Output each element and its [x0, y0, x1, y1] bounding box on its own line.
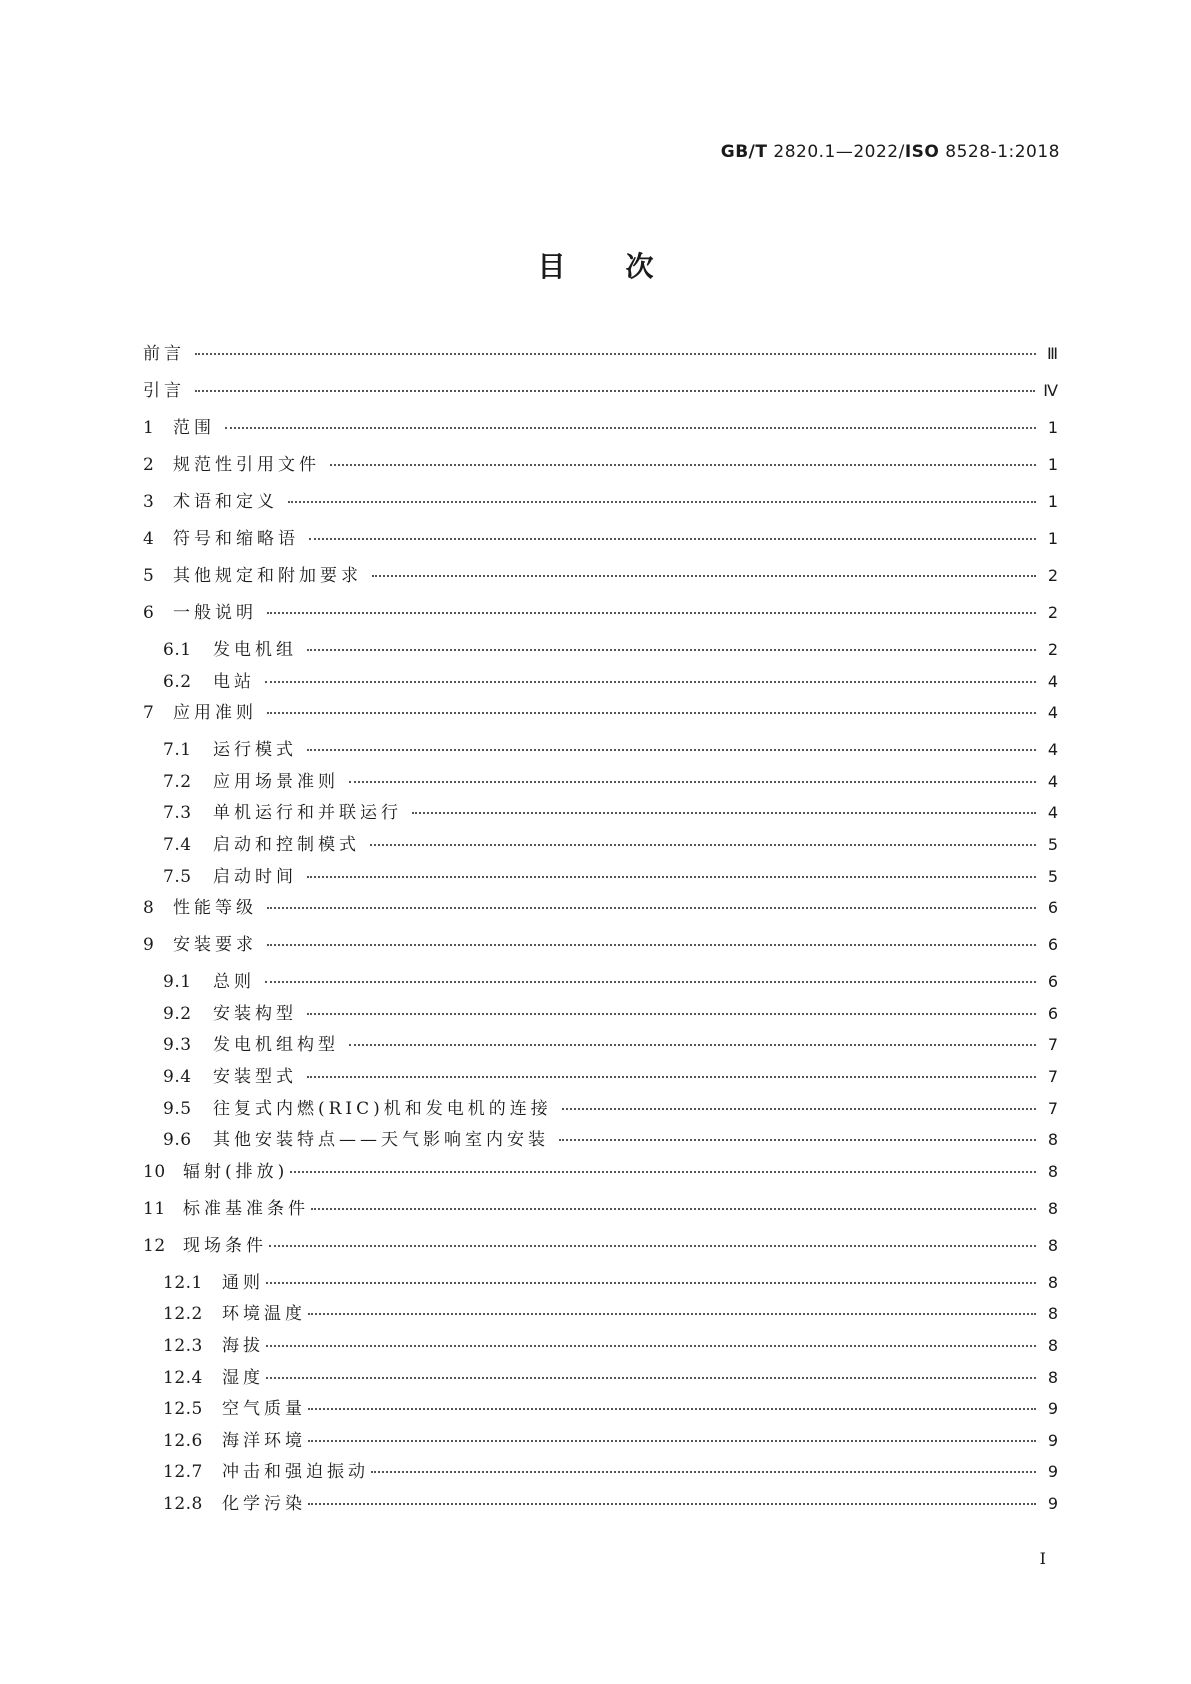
doc-code-number: 2820.1—2022/: [767, 142, 905, 162]
toc-entry-3[interactable]: [143, 490, 1058, 527]
toc-entry-number: 6.1: [163, 640, 192, 660]
toc-entry-page: 4: [1047, 803, 1058, 823]
toc-entry-number: 6.2: [163, 671, 192, 692]
toc-entry-number: 7.2: [163, 771, 192, 792]
toc-entry-page: 9: [1047, 1399, 1058, 1419]
toc-entry-page: 6: [1047, 972, 1058, 992]
toc-entry-12-3[interactable]: [143, 1334, 1058, 1366]
toc-entry-number: 4: [143, 529, 155, 549]
toc-entry-label: 海拔: [222, 1335, 264, 1356]
toc-entry-label: 一般说明: [173, 603, 257, 623]
toc-entry-number: 10: [143, 1161, 166, 1182]
toc-entry-page: 2: [1047, 640, 1058, 659]
toc-leader-dots: [265, 681, 1036, 683]
toc-entry-label: 安装要求: [173, 935, 257, 956]
toc-entry-number: 12.4: [163, 1367, 203, 1388]
toc-leader-dots: [309, 538, 1036, 540]
toc-entry-page: 2: [1047, 566, 1058, 585]
document-code: [721, 142, 1060, 162]
toc-entry-9-1[interactable]: [143, 970, 1058, 1002]
toc-leader-dots: [308, 1503, 1036, 1505]
toc-entry-label: 启动和控制模式: [213, 834, 360, 855]
toc-entry-number: 7.1: [163, 740, 192, 761]
toc-entry-number: 11: [143, 1198, 166, 1219]
toc-entry-page: 9: [1047, 1493, 1058, 1513]
toc-entry-7-2[interactable]: [143, 770, 1058, 802]
toc-entry-number: 9.4: [163, 1066, 192, 1087]
toc-entry-12-2[interactable]: [143, 1302, 1058, 1334]
toc-leader-dots: [370, 844, 1036, 846]
toc-leader-dots: [349, 1044, 1036, 1046]
toc-entry-page: 8: [1047, 1130, 1058, 1150]
toc-entry-12-8[interactable]: [143, 1492, 1058, 1524]
toc-entry-7-5[interactable]: [143, 865, 1058, 897]
toc-entry-number: 9.2: [163, 1003, 192, 1024]
toc-leader-dots: [330, 464, 1036, 466]
toc-entry-page: 8: [1047, 1304, 1058, 1324]
toc-leader-dots: [267, 907, 1036, 909]
toc-leader-dots: [307, 876, 1036, 878]
toc-entry-preface[interactable]: [143, 342, 1058, 379]
toc-entry-label: 化学污染: [222, 1493, 306, 1514]
toc-entry-number: 9.5: [163, 1098, 192, 1119]
toc-entry-8[interactable]: [143, 896, 1058, 933]
toc-leader-dots: [267, 712, 1036, 714]
toc-entry-label: 范围: [173, 418, 215, 438]
toc-entry-5[interactable]: [143, 564, 1058, 601]
toc-leader-dots: [311, 1208, 1036, 1210]
toc-entry-page: 9: [1047, 1430, 1058, 1450]
toc-entry-label: 术语和定义: [173, 492, 278, 512]
toc-entry-label: 其他规定和附加要求: [173, 566, 362, 586]
toc-entry-label: 前言: [143, 344, 185, 364]
toc-leader-dots: [225, 427, 1036, 429]
toc-entry-number: 12.1: [163, 1272, 203, 1293]
toc-entry-number: 12.8: [163, 1493, 203, 1514]
toc-entry-label: 往复式内燃(RIC)机和发电机的连接: [213, 1098, 552, 1119]
table-of-contents: [143, 342, 1058, 1523]
toc-entry-number: 6: [143, 603, 155, 623]
toc-entry-label: 应用场景准则: [213, 771, 339, 792]
toc-entry-page: 9: [1047, 1462, 1058, 1482]
toc-entry-7-4[interactable]: [143, 833, 1058, 865]
toc-entry-6[interactable]: [143, 601, 1058, 638]
toc-entry-label: 安装型式: [213, 1066, 297, 1087]
toc-entry-page: 8: [1047, 1161, 1058, 1181]
toc-entry-number: 7.4: [163, 834, 192, 855]
toc-leader-dots: [562, 1108, 1036, 1110]
toc-entry-page: Ⅲ: [1046, 344, 1058, 363]
toc-entry-9-3[interactable]: [143, 1033, 1058, 1065]
toc-entry-1[interactable]: [143, 416, 1058, 453]
toc-entry-label: 冲击和强迫振动: [222, 1462, 369, 1483]
toc-entry-page: 6: [1047, 1003, 1058, 1023]
toc-leader-dots: [195, 390, 1035, 392]
toc-leader-dots: [412, 812, 1036, 814]
toc-entry-label: 海洋环境: [222, 1430, 306, 1451]
toc-entry-12-4[interactable]: [143, 1366, 1058, 1398]
toc-entry-number: 12.3: [163, 1335, 203, 1356]
toc-entry-page: 8: [1047, 1335, 1058, 1355]
toc-entry-label: 标准基准条件: [183, 1198, 309, 1219]
toc-entry-number: 7.5: [163, 866, 192, 887]
toc-entry-page: 1: [1047, 418, 1058, 437]
toc-leader-dots: [266, 1377, 1036, 1379]
toc-entry-4[interactable]: [143, 527, 1058, 564]
toc-leader-dots: [371, 1471, 1036, 1473]
toc-entry-12-1[interactable]: [143, 1271, 1058, 1303]
toc-entry-label: 现场条件: [183, 1235, 267, 1256]
toc-entry-label: 符号和缩略语: [173, 529, 299, 549]
toc-leader-dots: [308, 1313, 1036, 1315]
toc-leader-dots: [307, 649, 1036, 651]
toc-entry-page: 4: [1047, 703, 1058, 723]
toc-entry-label: 运行模式: [213, 740, 297, 761]
page-number: I: [1039, 1549, 1046, 1568]
toc-entry-label: 安装构型: [213, 1003, 297, 1024]
toc-entry-number: 1: [143, 418, 155, 438]
toc-entry-12-5[interactable]: [143, 1397, 1058, 1429]
toc-leader-dots: [266, 1345, 1036, 1347]
toc-leader-dots: [267, 612, 1036, 614]
toc-entry-page: 6: [1047, 935, 1058, 955]
toc-entry-number: 12.5: [163, 1399, 203, 1420]
toc-leader-dots: [288, 501, 1036, 503]
toc-leader-dots: [267, 944, 1036, 946]
toc-leader-dots: [307, 1076, 1036, 1078]
toc-entry-6-1[interactable]: [143, 638, 1058, 670]
toc-entry-9[interactable]: [143, 933, 1058, 970]
toc-entry-page: 8: [1047, 1198, 1058, 1218]
toc-entry-page: 4: [1047, 771, 1058, 791]
toc-entry-label: 环境温度: [222, 1304, 306, 1325]
toc-entry-label: 规范性引用文件: [173, 455, 320, 475]
doc-code-standard: GB/T: [720, 142, 768, 162]
toc-entry-page: 8: [1047, 1272, 1058, 1292]
toc-leader-dots: [290, 1171, 1036, 1173]
toc-entry-label: 发电机组: [213, 640, 297, 660]
toc-entry-number: 12.6: [163, 1430, 203, 1451]
toc-entry-label: 空气质量: [222, 1399, 306, 1420]
toc-entry-page: 1: [1047, 529, 1058, 548]
toc-entry-number: 5: [143, 566, 155, 586]
toc-entry-number: 2: [143, 455, 155, 475]
toc-entry-number: 12: [143, 1235, 166, 1256]
toc-leader-dots: [307, 1013, 1036, 1015]
toc-entry-page: 7: [1047, 1035, 1058, 1055]
toc-entry-label: 引言: [143, 381, 185, 401]
toc-entry-page: 7: [1047, 1098, 1058, 1118]
toc-entry-label: 其他安装特点——天气影响室内安装: [213, 1130, 549, 1151]
toc-entry-intro[interactable]: [143, 379, 1058, 416]
toc-entry-page: 5: [1047, 834, 1058, 854]
toc-leader-dots: [559, 1139, 1036, 1141]
toc-entry-7-1[interactable]: [143, 738, 1058, 770]
toc-entry-9-2[interactable]: [143, 1002, 1058, 1034]
toc-entry-6-2[interactable]: [143, 670, 1058, 702]
toc-entry-label: 电站: [213, 671, 255, 692]
toc-entry-label: 单机运行和并联运行: [213, 803, 402, 824]
toc-entry-page: 1: [1047, 492, 1058, 511]
toc-entry-page: 7: [1047, 1066, 1058, 1086]
toc-entry-12-6[interactable]: [143, 1429, 1058, 1461]
toc-entry-page: 4: [1047, 740, 1058, 760]
toc-entry-9-6[interactable]: [143, 1128, 1058, 1160]
toc-entry-label: 通则: [222, 1272, 264, 1293]
toc-entry-label: 总则: [213, 972, 255, 993]
toc-entry-number: 12.7: [163, 1462, 203, 1483]
toc-leader-dots: [372, 575, 1036, 577]
toc-entry-7-3[interactable]: [143, 801, 1058, 833]
toc-leader-dots: [269, 1245, 1036, 1247]
toc-entry-number: 3: [143, 492, 155, 512]
toc-entry-2[interactable]: [143, 453, 1058, 490]
toc-entry-page: 5: [1047, 866, 1058, 886]
toc-leader-dots: [308, 1440, 1036, 1442]
toc-entry-number: 7: [143, 703, 155, 724]
toc-leader-dots: [308, 1408, 1036, 1410]
doc-code-iso-number: 8528-1:2018: [939, 142, 1060, 162]
toc-entry-page: 4: [1047, 671, 1058, 691]
toc-entry-page: 8: [1047, 1235, 1058, 1255]
page-title: 目次: [537, 250, 714, 283]
toc-entry-page: 8: [1047, 1367, 1058, 1387]
toc-entry-12[interactable]: [143, 1234, 1058, 1271]
toc-entry-10[interactable]: [143, 1160, 1058, 1197]
toc-leader-dots: [307, 749, 1036, 751]
toc-entry-label: 应用准则: [173, 703, 257, 724]
toc-leader-dots: [349, 781, 1036, 783]
toc-entry-label: 辐射(排放): [183, 1161, 289, 1182]
toc-leader-dots: [195, 353, 1036, 355]
toc-entry-page: Ⅳ: [1043, 381, 1058, 400]
toc-entry-number: 7.3: [163, 803, 192, 824]
doc-code-iso: ISO: [904, 142, 940, 162]
toc-entry-number: 9.1: [163, 972, 192, 993]
toc-entry-9-5[interactable]: [143, 1097, 1058, 1129]
toc-entry-number: 9: [143, 935, 155, 956]
toc-entry-page: 6: [1047, 898, 1058, 918]
toc-entry-page: 1: [1047, 455, 1058, 474]
toc-entry-page: 2: [1047, 603, 1058, 622]
toc-entry-number: 9.3: [163, 1035, 192, 1056]
toc-entry-number: 9.6: [163, 1130, 192, 1151]
toc-entry-label: 湿度: [222, 1367, 264, 1388]
toc-entry-label: 发电机组构型: [213, 1035, 339, 1056]
toc-entry-number: 8: [143, 898, 155, 919]
toc-leader-dots: [266, 1282, 1036, 1284]
toc-entry-9-4[interactable]: [143, 1065, 1058, 1097]
toc-entry-7[interactable]: [143, 701, 1058, 738]
toc-entry-label: 启动时间: [213, 866, 297, 887]
toc-entry-11[interactable]: [143, 1197, 1058, 1234]
toc-entry-12-7[interactable]: [143, 1460, 1058, 1492]
toc-entry-label: 性能等级: [173, 898, 257, 919]
toc-entry-number: 12.2: [163, 1304, 203, 1325]
toc-leader-dots: [265, 981, 1036, 983]
